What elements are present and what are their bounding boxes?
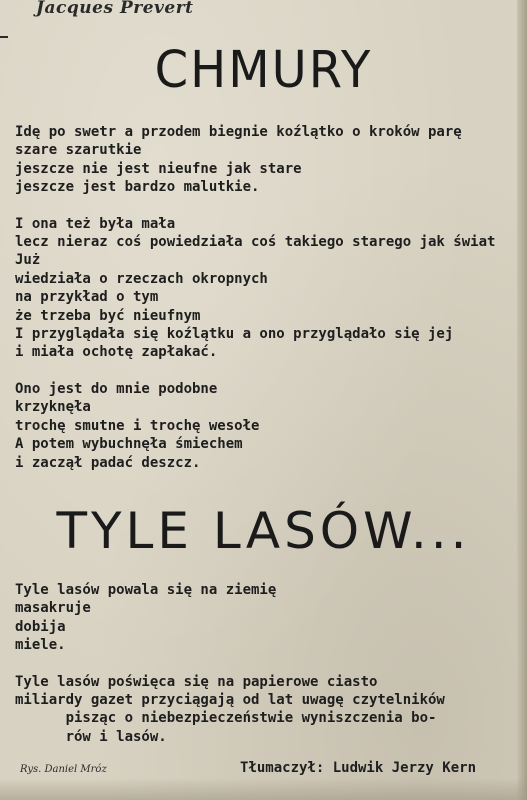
stanza [15, 215, 495, 362]
poem-line: trochę smutne i trochę wesołe [15, 417, 260, 434]
poem-line: krzyknęła [15, 399, 91, 416]
stanza [15, 581, 445, 655]
page-bottom-shadow [0, 778, 527, 800]
poem-chmury [15, 123, 495, 490]
poem-tyle-lasow [15, 581, 445, 764]
poem-line: jeszcze jest bardzo malutkie. [15, 179, 260, 196]
poem-line: Już [15, 252, 41, 269]
poem-line: I przyglądała się koźlątku a ono przyglądało się jej [15, 326, 454, 343]
translation-credit: Tłumaczył: Ludwik Jerzy Kern [240, 760, 477, 776]
poem-line: rów i lasów. [15, 728, 167, 745]
poem-line: szare szarutkie [15, 142, 142, 159]
poem-line: dobija [15, 618, 66, 635]
poem-line: pisząc o niebezpieczeństwie wyniszczenia bo- [15, 710, 437, 727]
poem-line: wiedziała o rzeczach okropnych [15, 270, 268, 287]
poem-line: Tyle lasów poświęca się na papierowe ciasto [15, 673, 378, 690]
poem-line: masakruje [15, 600, 91, 617]
page-edge-shadow [517, 0, 527, 800]
poem-title-chmury: CHMURY [154, 40, 373, 100]
poem-line: że trzeba być nieufnym [15, 307, 201, 324]
print-mark [0, 36, 8, 38]
illustration-credit: Rys. Daniel Mróz [20, 764, 107, 775]
poem-line: miliardy gazet przyciągają od lat uwagę czytelników [15, 692, 445, 709]
poem-line: jeszcze nie jest nieufne jak stare [15, 160, 302, 177]
poem-line: i zaczął padać deszcz. [15, 454, 201, 471]
poem-line: lecz nieraz coś powiedziała coś takiego starego jak świat [15, 234, 496, 251]
poem-line: Tyle lasów powala się na ziemię [15, 582, 277, 598]
poem-line: na przykład o tym [15, 289, 159, 306]
poem-line: A potem wybuchnęła śmiechem [15, 436, 243, 453]
poem-line: Idę po swetr a przodem biegnie koźlątko o kroków parę [15, 124, 462, 140]
poem-line: i miała ochotę zapłakać. [15, 344, 218, 361]
poem-line: miele. [15, 637, 66, 654]
poem-line: I ona też była mała [15, 215, 176, 232]
stanza [15, 380, 495, 472]
author-name: Jacques Prevert [36, 0, 194, 18]
stanza [15, 123, 495, 197]
poem-line: Ono jest do mnie podobne [15, 380, 218, 397]
stanza [15, 673, 445, 747]
poem-title-tyle-lasow: TYLE LASÓW... [56, 502, 471, 560]
